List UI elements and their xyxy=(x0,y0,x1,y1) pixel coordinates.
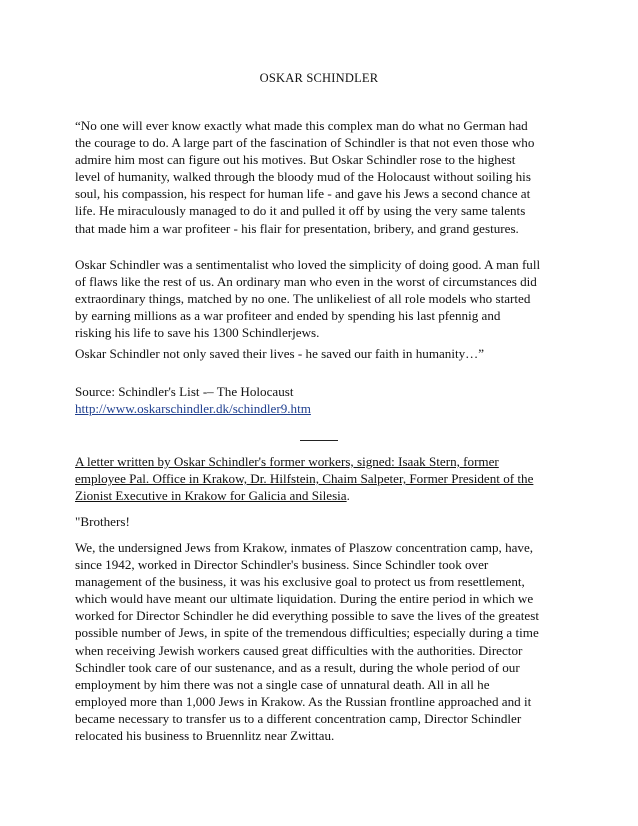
letter-body: We, the undersigned Jews from Krakow, inmates of Plaszow concentration camp, have, since 1942, worked in Director Schindler's business. Since Schindler took over management of the business, it was his exclusive goal to protect us from resettlement, which would have meant our ultimate liquidation. During the entire period in which we worked for Director Schindler he did everything possible to save the lives of the greatest possible number of Jews, in spite of the tremendous difficulties; especially during a time when receiving Jewish workers caused great difficulties with the authorities. Director Schindler took care of our sustenance, and as a result, during the whole period of our employment by him there was not a single case of unnatural death. All in all he employed more than 1,000 Jews in Krakow. As the Russian frontline approached and it became necessary to transfer us to a different concentration camp, Director Schindler relocated his business to Bruennlitz near Zwittau. xyxy=(75,540,539,744)
letter-salutation: "Brothers! xyxy=(75,514,130,529)
section-divider xyxy=(300,440,338,441)
source-link[interactable]: http://www.oskarschindler.dk/schindler9.htm xyxy=(75,401,311,417)
letter-intro xyxy=(75,453,565,504)
source-line: Source: Schindler's List -– The Holocaust xyxy=(75,384,294,399)
quote-paragraph-1: “No one will ever know exactly what made this complex man do what no German had the courage to do. A large part of the fascination of Schindler is that not even those who admire him most can figure out his motives. But Oskar Schindler rose to the highest level of humanity, walked through the bloody mud of the Holocaust without soiling his soul, his compassion, his respect for human life - and gave his Jews a second chance at life. He miraculously managed to do it and pulled it off by using the very same talents that made him a war profiteer - his flair for presentation, bribery, and grand gestures. xyxy=(75,118,535,236)
letter-intro-period: . xyxy=(346,488,350,504)
letter-intro-text: A letter written by Oskar Schindler's former workers, signed: Isaak Stern, former employee Pal. Office in Krakow, Dr. Hilfstein, Chaim Salpeter, Former President of the Zionist Executive in Krakow for Galicia and Silesia xyxy=(75,454,534,504)
source-block xyxy=(75,383,565,417)
quote-paragraph-3: Oskar Schindler not only saved their lives - he saved our faith in humanity…” xyxy=(75,346,485,361)
document-title: OSKAR SCHINDLER xyxy=(259,71,379,85)
quote-paragraph-2: Oskar Schindler was a sentimentalist who loved the simplicity of doing good. A man full of flaws like the rest of us. An ordinary man who even in the worst of circumstances did extraordinary things, matched by no one. The unlikeliest of all role models who started by earning millions as a war profiteer and ended by spending his last pfennig and risking his life to save his 1300 Schindlerjews. xyxy=(75,257,541,341)
